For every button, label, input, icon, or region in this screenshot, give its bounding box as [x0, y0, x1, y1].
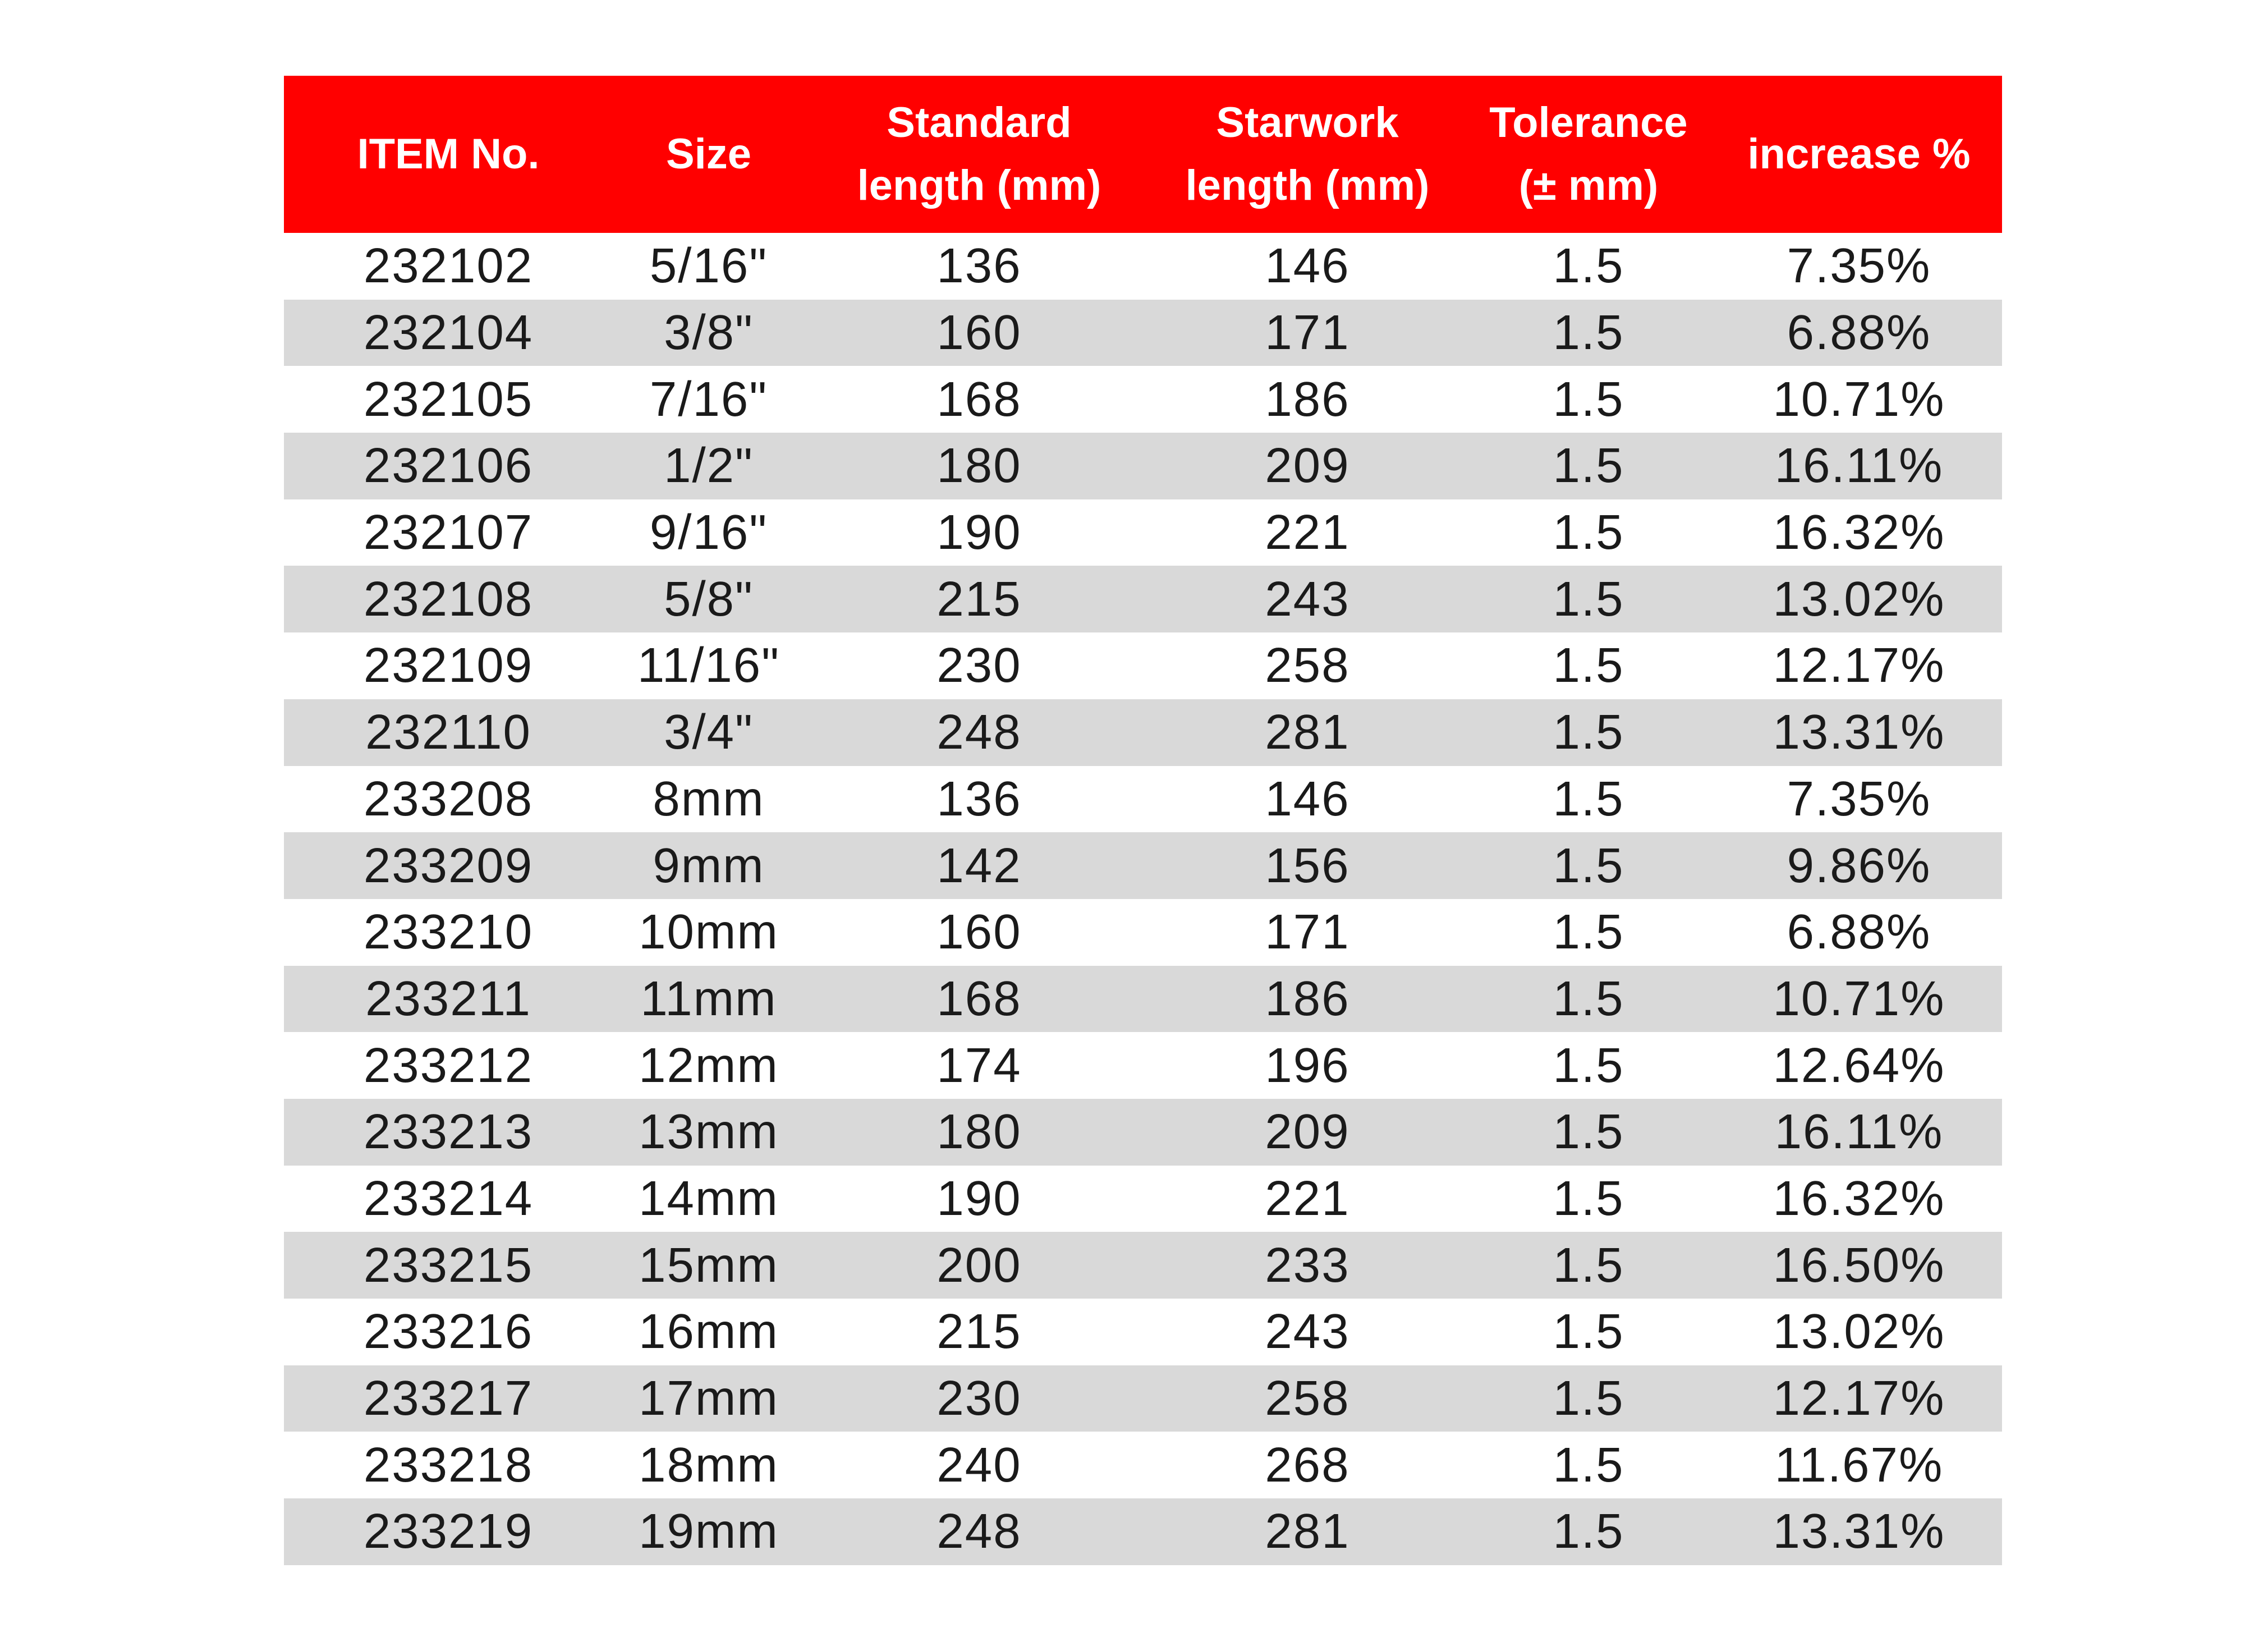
table-row [284, 1166, 2002, 1232]
cell-item-no: 232104 [284, 300, 613, 366]
cell-item-no: 232110 [284, 699, 613, 766]
cell-increase: 13.02% [1773, 1304, 1945, 1359]
cell-increase: 16.50% [1716, 1232, 2002, 1299]
cell-size: 8mm [653, 771, 765, 826]
cell-tolerance: 1.5 [1461, 566, 1716, 632]
cell-standard-length: 180 [805, 1099, 1154, 1166]
cell-size: 15mm [613, 1232, 805, 1299]
cell-item-no: 232108 [284, 566, 613, 632]
cell-standard-length: 180 [805, 433, 1154, 499]
cell-standard-length: 190 [936, 1171, 1022, 1226]
cell-increase: 16.11% [1716, 1099, 2002, 1166]
cell-standard-length: 230 [805, 1365, 1154, 1432]
cell-standard-length: 240 [936, 1437, 1022, 1492]
cell-size: 10mm [639, 905, 779, 960]
cell-starwork-length: 186 [1154, 966, 1461, 1033]
cell-item-no: 233208 [363, 771, 534, 826]
table-row [284, 300, 2002, 366]
cell-starwork-length: 233 [1154, 1232, 1461, 1299]
cell-increase: 13.31% [1716, 699, 2002, 766]
cell-item-no: 233209 [284, 832, 613, 899]
cell-tolerance: 1.5 [1553, 372, 1624, 427]
cell-standard-length: 142 [805, 832, 1154, 899]
cell-tolerance: 1.5 [1553, 1038, 1624, 1093]
cell-increase: 9.86% [1716, 832, 2002, 899]
header-row [284, 76, 2002, 233]
cell-size: 11mm [613, 966, 805, 1033]
cell-tolerance: 1.5 [1553, 771, 1624, 826]
cell-standard-length: 136 [936, 239, 1022, 294]
cell-tolerance: 1.5 [1553, 638, 1624, 693]
table-row [284, 832, 2002, 899]
cell-starwork-length: 209 [1154, 1099, 1461, 1166]
cell-starwork-length: 268 [1265, 1437, 1350, 1492]
cell-standard-length: 190 [936, 505, 1022, 560]
cell-standard-length: 248 [805, 699, 1154, 766]
header-standard-length: Standard length (mm) [805, 76, 1154, 233]
cell-item-no: 233217 [284, 1365, 613, 1432]
cell-standard-length: 230 [936, 638, 1022, 693]
cell-item-no: 233210 [363, 905, 534, 960]
cell-starwork-length: 221 [1265, 505, 1350, 560]
cell-size: 12mm [639, 1038, 779, 1093]
table-row [284, 1299, 2002, 1365]
cell-starwork-length: 281 [1154, 1498, 1461, 1565]
table-row [284, 233, 2002, 300]
cell-item-no: 233211 [284, 966, 613, 1033]
cell-tolerance: 1.5 [1461, 433, 1716, 499]
cell-starwork-length: 281 [1154, 699, 1461, 766]
cell-starwork-length: 146 [1265, 771, 1350, 826]
header-tolerance: Tolerance (± mm) [1461, 76, 1716, 233]
cell-size: 14mm [639, 1171, 779, 1226]
cell-item-no: 233219 [284, 1498, 613, 1565]
cell-item-no: 233218 [363, 1437, 534, 1492]
cell-increase: 13.31% [1716, 1498, 2002, 1565]
table-row [284, 632, 2002, 699]
cell-increase: 11.67% [1774, 1437, 1944, 1492]
cell-tolerance: 1.5 [1461, 300, 1716, 366]
cell-increase: 6.88% [1716, 300, 2002, 366]
table-row [284, 766, 2002, 833]
cell-item-no: 232106 [284, 433, 613, 499]
cell-size: 19mm [613, 1498, 805, 1565]
cell-tolerance: 1.5 [1461, 1498, 1716, 1565]
cell-tolerance: 1.5 [1553, 239, 1624, 294]
cell-standard-length: 168 [805, 966, 1154, 1033]
cell-standard-length: 174 [936, 1038, 1022, 1093]
table-header [284, 76, 2002, 233]
header-increase: increase % [1716, 76, 2002, 233]
cell-size: 1/2" [613, 433, 805, 499]
cell-tolerance: 1.5 [1553, 905, 1624, 960]
header-size: Size [613, 76, 805, 233]
cell-item-no: 232109 [363, 638, 534, 693]
cell-tolerance: 1.5 [1461, 1365, 1716, 1432]
cell-increase: 12.64% [1773, 1038, 1945, 1093]
cell-increase: 7.35% [1787, 771, 1931, 826]
cell-item-no: 232105 [363, 372, 534, 427]
cell-item-no: 233212 [363, 1038, 534, 1093]
cell-increase: 12.17% [1773, 638, 1945, 693]
cell-tolerance: 1.5 [1461, 699, 1716, 766]
table-row [284, 1432, 2002, 1498]
table-row [284, 699, 2002, 766]
cell-standard-length: 160 [805, 300, 1154, 366]
table-row [284, 966, 2002, 1033]
cell-increase: 16.11% [1716, 433, 2002, 499]
cell-starwork-length: 156 [1154, 832, 1461, 899]
table-row [284, 366, 2002, 433]
table-row [284, 1365, 2002, 1432]
cell-size: 5/16" [649, 239, 768, 294]
cell-size: 7/16" [649, 372, 768, 427]
cell-item-no: 233214 [363, 1171, 534, 1226]
cell-size: 13mm [613, 1099, 805, 1166]
table-row [284, 566, 2002, 632]
cell-size: 5/8" [613, 566, 805, 632]
table-row [284, 1032, 2002, 1099]
cell-increase: 16.32% [1773, 505, 1945, 560]
cell-size: 3/8" [613, 300, 805, 366]
table-row [284, 899, 2002, 966]
table-row [284, 499, 2002, 566]
cell-increase: 6.88% [1787, 905, 1931, 960]
header-starwork-length: Starwork length (mm) [1154, 76, 1461, 233]
cell-standard-length: 215 [936, 1304, 1022, 1359]
cell-starwork-length: 186 [1265, 372, 1350, 427]
cell-starwork-length: 243 [1154, 566, 1461, 632]
cell-increase: 16.32% [1773, 1171, 1945, 1226]
cell-size: 3/4" [613, 699, 805, 766]
cell-starwork-length: 146 [1265, 239, 1350, 294]
cell-increase: 10.71% [1716, 966, 2002, 1033]
cell-size: 9mm [613, 832, 805, 899]
cell-standard-length: 200 [805, 1232, 1154, 1299]
cell-standard-length: 248 [805, 1498, 1154, 1565]
cell-starwork-length: 196 [1265, 1038, 1350, 1093]
table-body [284, 233, 2002, 1565]
cell-tolerance: 1.5 [1553, 1171, 1624, 1226]
cell-size: 11/16" [637, 638, 781, 693]
cell-starwork-length: 258 [1154, 1365, 1461, 1432]
cell-standard-length: 160 [936, 905, 1022, 960]
cell-increase: 13.02% [1716, 566, 2002, 632]
cell-item-no: 233213 [284, 1099, 613, 1166]
cell-item-no: 232102 [363, 239, 534, 294]
cell-increase: 10.71% [1773, 372, 1945, 427]
cell-starwork-length: 171 [1265, 905, 1350, 960]
cell-size: 17mm [613, 1365, 805, 1432]
table-row [284, 1498, 2002, 1565]
table-row [284, 1232, 2002, 1299]
cell-size: 9/16" [649, 505, 768, 560]
cell-increase: 12.17% [1716, 1365, 2002, 1432]
cell-tolerance: 1.5 [1461, 832, 1716, 899]
cell-standard-length: 168 [936, 372, 1022, 427]
table-row [284, 433, 2002, 499]
cell-standard-length: 136 [936, 771, 1022, 826]
cell-tolerance: 1.5 [1461, 1099, 1716, 1166]
cell-size: 16mm [639, 1304, 779, 1359]
cell-item-no: 233216 [363, 1304, 534, 1359]
cell-increase: 7.35% [1787, 239, 1931, 294]
cell-tolerance: 1.5 [1461, 1232, 1716, 1299]
cell-tolerance: 1.5 [1553, 1304, 1624, 1359]
cell-tolerance: 1.5 [1553, 1437, 1624, 1492]
table-row [284, 1099, 2002, 1166]
cell-starwork-length: 243 [1265, 1304, 1350, 1359]
header-item-no: ITEM No. [284, 76, 613, 233]
cell-item-no: 232107 [363, 505, 534, 560]
cell-starwork-length: 171 [1154, 300, 1461, 366]
cell-size: 18mm [639, 1437, 779, 1492]
cell-tolerance: 1.5 [1553, 505, 1624, 560]
cell-item-no: 233215 [284, 1232, 613, 1299]
cell-standard-length: 215 [805, 566, 1154, 632]
spec-table [284, 76, 2002, 1565]
cell-starwork-length: 258 [1265, 638, 1350, 693]
cell-starwork-length: 209 [1154, 433, 1461, 499]
cell-tolerance: 1.5 [1461, 966, 1716, 1033]
cell-starwork-length: 221 [1265, 1171, 1350, 1226]
